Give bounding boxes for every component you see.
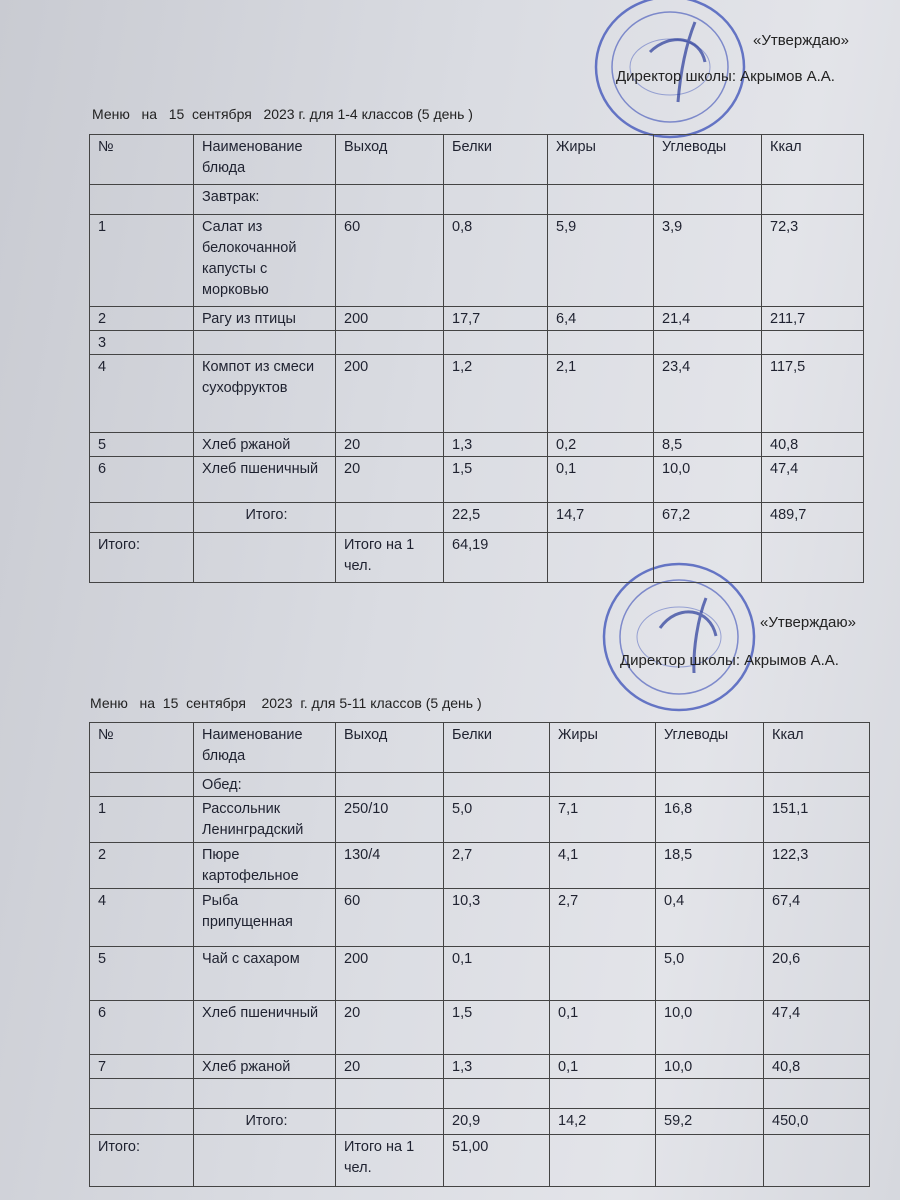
table-cell <box>194 1079 336 1109</box>
table-cell: 2,1 <box>548 355 654 433</box>
table-cell: 3 <box>90 331 194 355</box>
table-cell: Наименование блюда <box>194 135 336 185</box>
table-row <box>90 457 864 503</box>
table-row <box>90 215 864 307</box>
table-cell: 250/10 <box>336 797 444 843</box>
table-cell: 10,0 <box>654 457 762 503</box>
table-cell <box>762 185 864 215</box>
table-cell <box>764 1079 870 1109</box>
table-cell: 4 <box>90 889 194 947</box>
table-cell: 3,9 <box>654 215 762 307</box>
table-cell: 10,3 <box>444 889 550 947</box>
table-cell <box>656 773 764 797</box>
cost-row <box>90 1135 870 1187</box>
table-cell: 450,0 <box>764 1109 870 1135</box>
table-cell: 40,8 <box>764 1055 870 1079</box>
table-cell: 1,5 <box>444 457 548 503</box>
table-cell: 6 <box>90 457 194 503</box>
table-cell: 211,7 <box>762 307 864 331</box>
table-cell: 5 <box>90 433 194 457</box>
table-cell <box>550 947 656 1001</box>
table-cell: № <box>90 135 194 185</box>
table-cell: 7,1 <box>550 797 656 843</box>
table-cell <box>762 331 864 355</box>
table-cell <box>90 773 194 797</box>
table-cell <box>90 185 194 215</box>
table-cell <box>444 331 548 355</box>
table-cell: 67,2 <box>654 503 762 533</box>
table-cell: 1,3 <box>444 433 548 457</box>
table-cell <box>764 773 870 797</box>
table-cell: Жиры <box>548 135 654 185</box>
table-cell: Углеводы <box>654 135 762 185</box>
table-cell: Выход <box>336 135 444 185</box>
table-cell <box>444 1079 550 1109</box>
meal-row <box>90 185 864 215</box>
table-row <box>90 947 870 1001</box>
table-cell: Завтрак: <box>194 185 336 215</box>
table-cell: 0,1 <box>550 1055 656 1079</box>
table-cell: 16,8 <box>656 797 764 843</box>
total-row <box>90 503 864 533</box>
table-cell: 64,19 <box>444 533 548 583</box>
table-cell: 0,1 <box>550 1001 656 1055</box>
table-cell: 22,5 <box>444 503 548 533</box>
table-cell: 0,1 <box>444 947 550 1001</box>
table-cell: Хлеб ржаной <box>194 1055 336 1079</box>
table-cell: 20 <box>336 1055 444 1079</box>
table-cell: 1,3 <box>444 1055 550 1079</box>
table-cell: 21,4 <box>654 307 762 331</box>
header-row <box>90 723 870 773</box>
table-cell <box>90 1109 194 1135</box>
table-cell: 7 <box>90 1055 194 1079</box>
table-cell <box>548 185 654 215</box>
table-cell: 2,7 <box>444 843 550 889</box>
table-cell: 18,5 <box>656 843 764 889</box>
director-signature-line: Директор школы: Акрымов А.А. <box>620 652 839 669</box>
table-cell: Углеводы <box>656 723 764 773</box>
table-cell: 20 <box>336 457 444 503</box>
table-cell <box>444 185 548 215</box>
table-cell: 47,4 <box>764 1001 870 1055</box>
approve-label: «Утверждаю» <box>760 614 856 631</box>
table-cell: 6,4 <box>548 307 654 331</box>
table-cell: 122,3 <box>764 843 870 889</box>
table-cell: Итого на 1 чел. <box>336 533 444 583</box>
table-cell: № <box>90 723 194 773</box>
table-cell: 14,2 <box>550 1109 656 1135</box>
menu-title: Меню на 15 сентября 2023 г. для 1-4 классов (5 день ) <box>92 106 473 122</box>
menu-table <box>89 134 864 583</box>
table-cell <box>336 1109 444 1135</box>
table-cell <box>336 773 444 797</box>
cost-row <box>90 533 864 583</box>
director-signature-line: Директор школы: Акрымов А.А. <box>616 68 835 85</box>
table-cell: 60 <box>336 889 444 947</box>
table-cell <box>194 533 336 583</box>
table-cell: Итого: <box>194 1109 336 1135</box>
table-cell: 4,1 <box>550 843 656 889</box>
table-cell <box>90 1079 194 1109</box>
table-cell: 67,4 <box>764 889 870 947</box>
table-cell <box>336 1079 444 1109</box>
table-cell <box>654 185 762 215</box>
table-cell <box>336 331 444 355</box>
table-cell: 4 <box>90 355 194 433</box>
table-cell: 20 <box>336 433 444 457</box>
menu-table-body <box>90 723 870 1187</box>
total-row <box>90 1109 870 1135</box>
table-cell: 10,0 <box>656 1055 764 1079</box>
table-cell: 23,4 <box>654 355 762 433</box>
table-row <box>90 355 864 433</box>
table-row <box>90 307 864 331</box>
table-cell: Итого: <box>90 533 194 583</box>
table-row <box>90 433 864 457</box>
table-cell: 40,8 <box>762 433 864 457</box>
table-cell: Итого: <box>90 1135 194 1187</box>
table-cell <box>550 1079 656 1109</box>
table-cell <box>336 185 444 215</box>
table-row <box>90 1001 870 1055</box>
table-cell: 51,00 <box>444 1135 550 1187</box>
table-cell <box>654 331 762 355</box>
table-cell: 20 <box>336 1001 444 1055</box>
table-cell: 59,2 <box>656 1109 764 1135</box>
table-row <box>90 1079 870 1109</box>
table-cell: 47,4 <box>762 457 864 503</box>
table-cell: Рыба припущенная <box>194 889 336 947</box>
table-cell: 60 <box>336 215 444 307</box>
table-cell: Белки <box>444 135 548 185</box>
table-cell: Итого: <box>194 503 336 533</box>
table-cell <box>336 503 444 533</box>
table-cell <box>550 773 656 797</box>
table-cell: Чай с сахаром <box>194 947 336 1001</box>
table-cell: 5,0 <box>656 947 764 1001</box>
table-cell: 1,5 <box>444 1001 550 1055</box>
table-cell: 2 <box>90 307 194 331</box>
table-cell: Компот из смеси сухофруктов <box>194 355 336 433</box>
table-cell: 489,7 <box>762 503 864 533</box>
table-cell: 2 <box>90 843 194 889</box>
table-cell: 10,0 <box>656 1001 764 1055</box>
header-row <box>90 135 864 185</box>
menu-table-body <box>90 135 864 583</box>
table-cell <box>764 1135 870 1187</box>
table-cell <box>444 773 550 797</box>
table-cell: Наименование блюда <box>194 723 336 773</box>
table-cell: 0,2 <box>548 433 654 457</box>
table-row <box>90 331 864 355</box>
table-cell <box>762 533 864 583</box>
table-cell <box>654 533 762 583</box>
table-cell: 117,5 <box>762 355 864 433</box>
table-cell: 0,1 <box>548 457 654 503</box>
table-cell: 1 <box>90 797 194 843</box>
table-cell: 5,0 <box>444 797 550 843</box>
table-cell <box>194 1135 336 1187</box>
table-cell: 151,1 <box>764 797 870 843</box>
table-cell <box>656 1079 764 1109</box>
table-cell: 72,3 <box>762 215 864 307</box>
table-cell: Рассольник Ленинградский <box>194 797 336 843</box>
table-cell: Пюре картофельное <box>194 843 336 889</box>
table-row <box>90 889 870 947</box>
table-cell: 2,7 <box>550 889 656 947</box>
table-cell: 5,9 <box>548 215 654 307</box>
table-cell <box>90 503 194 533</box>
table-cell: Хлеб ржаной <box>194 433 336 457</box>
table-cell: 5 <box>90 947 194 1001</box>
table-cell: Рагу из птицы <box>194 307 336 331</box>
menu-table <box>89 722 870 1187</box>
table-cell: 200 <box>336 355 444 433</box>
table-cell: Хлеб пшеничный <box>194 457 336 503</box>
table-cell: 20,6 <box>764 947 870 1001</box>
table-cell: 1,2 <box>444 355 548 433</box>
table-cell: 200 <box>336 947 444 1001</box>
table-cell: Выход <box>336 723 444 773</box>
table-cell: Салат из белокочанной капусты с морковью <box>194 215 336 307</box>
table-row <box>90 843 870 889</box>
table-cell: 130/4 <box>336 843 444 889</box>
table-cell: 17,7 <box>444 307 548 331</box>
table-row <box>90 1055 870 1079</box>
table-cell: Хлеб пшеничный <box>194 1001 336 1055</box>
menu-title: Меню на 15 сентября 2023 г. для 5-11 классов (5 день ) <box>90 695 482 711</box>
table-row <box>90 797 870 843</box>
table-cell: Ккал <box>762 135 864 185</box>
table-cell: 0,8 <box>444 215 548 307</box>
table-cell: Обед: <box>194 773 336 797</box>
table-cell: Белки <box>444 723 550 773</box>
approve-label: «Утверждаю» <box>753 32 849 49</box>
table-cell <box>656 1135 764 1187</box>
table-cell: 1 <box>90 215 194 307</box>
table-cell: Итого на 1 чел. <box>336 1135 444 1187</box>
table-cell: 14,7 <box>548 503 654 533</box>
table-cell: Ккал <box>764 723 870 773</box>
table-cell: 6 <box>90 1001 194 1055</box>
meal-row <box>90 773 870 797</box>
table-cell: 0,4 <box>656 889 764 947</box>
table-cell <box>548 533 654 583</box>
table-cell <box>550 1135 656 1187</box>
table-cell: 200 <box>336 307 444 331</box>
table-cell <box>194 331 336 355</box>
table-cell <box>548 331 654 355</box>
table-cell: 8,5 <box>654 433 762 457</box>
table-cell: 20,9 <box>444 1109 550 1135</box>
table-cell: Жиры <box>550 723 656 773</box>
